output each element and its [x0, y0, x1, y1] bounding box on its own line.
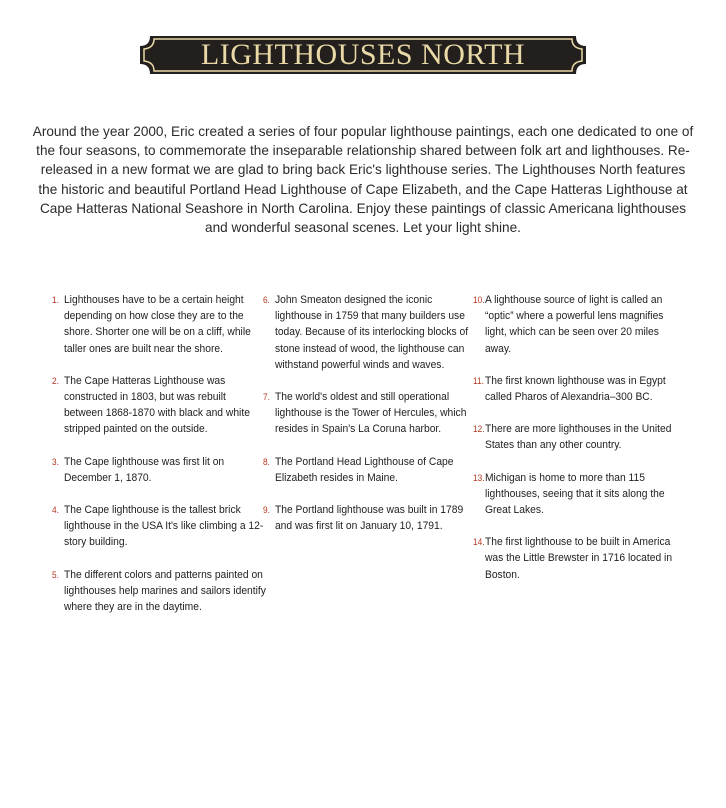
page-title: LIGHTHOUSES NORTH — [200, 38, 526, 71]
fact-number: 11. — [473, 375, 484, 386]
facts-column-2 — [263, 292, 469, 550]
fact-text: The Portland Head Lighthouse of Cape Elizabeth resides in Maine. — [274, 455, 454, 484]
fact-number: 12. — [473, 424, 485, 435]
fact-item — [263, 389, 477, 438]
fact-text: Michigan is home to more than 115 lighthouses, seeing that it sits along the Great Lakes. — [484, 471, 665, 517]
fact-item — [473, 292, 687, 357]
fact-number: 13. — [473, 472, 485, 483]
fact-number: 4. — [52, 505, 59, 516]
fact-text: Lighthouses have to be a certain height depending on how close they are to the shore. Shorter one will be on a cliff, while taller ones are built near the shore. — [63, 294, 251, 355]
fact-item — [263, 292, 477, 373]
fact-item — [473, 534, 687, 583]
fact-item — [52, 292, 266, 357]
fact-item — [52, 373, 266, 438]
fact-number: 14. — [473, 537, 485, 548]
fact-number: 8. — [263, 456, 270, 467]
fact-item — [263, 454, 477, 486]
fact-text: There are more lighthouses in the United States than any other country. — [484, 423, 672, 452]
title-banner — [140, 36, 586, 74]
fact-item — [263, 502, 477, 534]
facts-column-3 — [473, 292, 673, 599]
fact-text: John Smeaton designed the iconic lighthouse in 1759 that many builders use today. Because of its interlocking blocks of stone instead of wood, the lighthouse can withstand powerful winds and waves. — [274, 294, 469, 371]
intro-paragraph: Around the year 2000, Eric created a series of four popular lighthouse paintings, each one dedicated to one of the four seasons, to commemorate the inseparable relationship shared between folk art and lighthouses. Re-released in a new format we are glad to bring back Eric's lighthouse series. The Lighthouses North features the historic and beautiful Portland Head Lighthouse of Cape Elizabeth, and the Cape Hatteras Lighthouse at Cape Hatteras National Seashore in North Carolina. Enjoy these paintings of classic Americana lighthouses and wonderful seasonal scenes. Let your light shine. — [32, 124, 694, 236]
fact-number: 2. — [52, 375, 59, 386]
fact-item — [473, 421, 687, 453]
fact-item — [52, 454, 266, 486]
fact-text: The first lighthouse to be built in America was the Little Brewster in 1716 located in Boston. — [484, 536, 673, 581]
fact-item — [52, 502, 266, 551]
fact-number: 1. — [52, 295, 59, 305]
fact-number: 9. — [263, 505, 270, 516]
fact-text: The different colors and patterns painted on lighthouses help marines and sailors identify where they are in the daytime. — [63, 568, 266, 614]
fact-item — [52, 567, 266, 616]
fact-text: The world's oldest and still operational lighthouse is the Tower of Hercules, which resides in Spain's La Coruna harbor. — [274, 391, 467, 436]
fact-number: 3. — [52, 456, 59, 467]
fact-number: 6. — [263, 295, 270, 305]
fact-text: A lighthouse source of light is called an “optic” where a powerful lens magnifies light, which can be seen over 20 miles away. — [484, 294, 664, 355]
fact-text: The first known lighthouse was in Egypt called Pharos of Alexandria–300 BC. — [484, 374, 666, 404]
fact-text: The Cape lighthouse was first lit on December 1, 1870. — [63, 455, 225, 484]
fact-number: 5. — [52, 569, 59, 580]
fact-number: 10. — [473, 295, 485, 305]
fact-item — [473, 470, 687, 519]
fact-text: The Portland lighthouse was built in 1789 and was first lit on January 10, 1791. — [274, 504, 464, 533]
fact-text: The Cape lighthouse is the tallest brick lighthouse in the USA It's like climbing a 12-story building. — [63, 504, 264, 549]
fact-text: The Cape Hatteras Lighthouse was constructed in 1803, but was rebuilt between 1868-1870 with black and white stripped painted on the outside. — [63, 374, 250, 436]
facts-column-1 — [52, 292, 266, 631]
fact-item — [473, 373, 687, 405]
fact-number: 7. — [263, 392, 270, 403]
